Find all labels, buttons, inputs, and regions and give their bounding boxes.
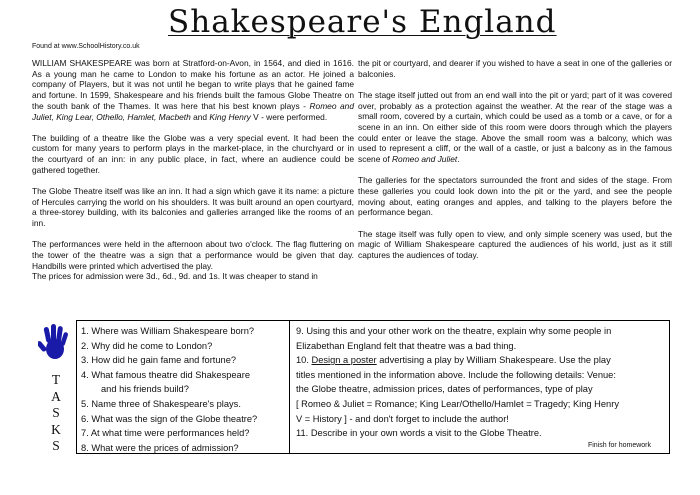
question-item: 4. What famous theatre did Shakespeare [81, 369, 250, 380]
questions-list-left [77, 321, 290, 453]
question-item: 10. Design a poster advertising a play by William Shakespeare. Use the play [296, 355, 611, 366]
paragraph: WILLIAM SHAKESPEARE was born at Stratford-on-Avon, in 1564, and died in 1616. As a young man he came to London to make his fortune as an actor. He joined a company of Players, but it was not until he began to write plays that he gained fame and fortune. In 1599, Shakespeare and his friends built the famous Globe Theatre on the south bank of the Thames. It was here that his best known plays - Romeo and Juliet, King Lear, Othello, Hamlet, Macbeth and King Henry V - were performed. [32, 58, 354, 122]
question-item: 5. Name three of Shakespeare's plays. [81, 398, 241, 409]
question-item: [ Romeo & Juliet = Romance; King Lear/Othello/Hamlet = Tragedy; King Henry [296, 398, 619, 409]
question-item: V = History ] - and don't forget to include the author! [296, 413, 509, 424]
question-item: 8. What were the prices of admission? [81, 442, 239, 453]
source-credit: Found at www.SchoolHistory.co.uk [32, 43, 140, 50]
paragraph: The performances were held in the afternoon about two o'clock. The flag fluttering on the tower of the theatre was a sign that a performance would be given that day. Handbills were printed which advertised the play. [32, 239, 354, 271]
right-text-column [358, 58, 672, 271]
question-item: Elizabethan England felt that theatre was a bad thing. [296, 340, 517, 351]
paragraph: The building of a theatre like the Globe was a very special event. It had been the custom for many years to perform plays in the market-place, in the churchyard or in the courtyard of an inn: in any public place, in fact, where an audience could be gathered together. [32, 132, 354, 175]
paragraph: The stage itself was fully open to view, and only simple scenery was used, but the magic of William Shakespeare captured the audiences of his world, just as it still captures the audiences of today. [358, 228, 672, 261]
left-text-column [32, 58, 354, 293]
tasks-box [76, 320, 670, 454]
question-item: 1. Where was William Shakespeare born? [81, 326, 255, 336]
paragraph: The prices for admission were 3d., 6d., 9d. and 1s. It was cheaper to stand in [32, 271, 318, 282]
homework-note: Finish for homework [587, 442, 651, 449]
question-item: 3. How did he gain fame and fortune? [81, 355, 237, 366]
question-item: 6. What was the sign of the Globe theatre? [81, 413, 258, 424]
paragraph: the pit or courtyard, and dearer if you wished to have a seat in one of the galleries or balconies. [358, 58, 672, 79]
paragraph: The galleries for the spectators surrounded the front and sides of the stage. From these galleries you could look down into the pit or the yard, and see the people moving about, eating oranges and apples, and talking to the players before the performance began. [358, 175, 672, 218]
question-item: titles mentioned in the information above. Include the following details: Venue: [296, 369, 616, 380]
tasks-label: T A S K S [51, 372, 61, 454]
question-item: 7. At what time were performances held? [81, 428, 250, 439]
question-item: and his friends build? [101, 384, 189, 395]
page-title: Shakespeare's England [168, 4, 557, 40]
question-item: 2. Why did he come to London? [81, 340, 213, 351]
question-item: the Globe theatre, admission prices, dates of performances, type of play [296, 384, 593, 395]
questions-list-right [296, 324, 666, 441]
paragraph: The Globe Theatre itself was like an inn. It had a sign which gave it its name: a picture of Hercules carrying the world on his shoulders. It was built around an open courtyard, a three-storey building, with its balconies and galleries arranged like the rooms of an inn. [32, 186, 354, 229]
hand-print-icon [38, 322, 70, 362]
question-item: 11. Describe in your own words a visit to the Globe Theatre. [296, 428, 542, 439]
paragraph: The stage itself jutted out from an end wall into the pit or yard; part of it was covered over, probably as a protection against the weather. At the rear of the stage was a small room, covered by a curtain, which could be used as a tomb or a cave, or for a scene in an inn. On either side of this room were doors through which the players could enter or leave the stage. Above the small room was a balcony, which was used to represent a cliff, or the wall of a castle, or just a balcony as in the famous scene of Romeo and Juliet. [358, 89, 672, 165]
question-item: 9. Using this and your other work on the theatre, explain why some people in [296, 326, 612, 336]
